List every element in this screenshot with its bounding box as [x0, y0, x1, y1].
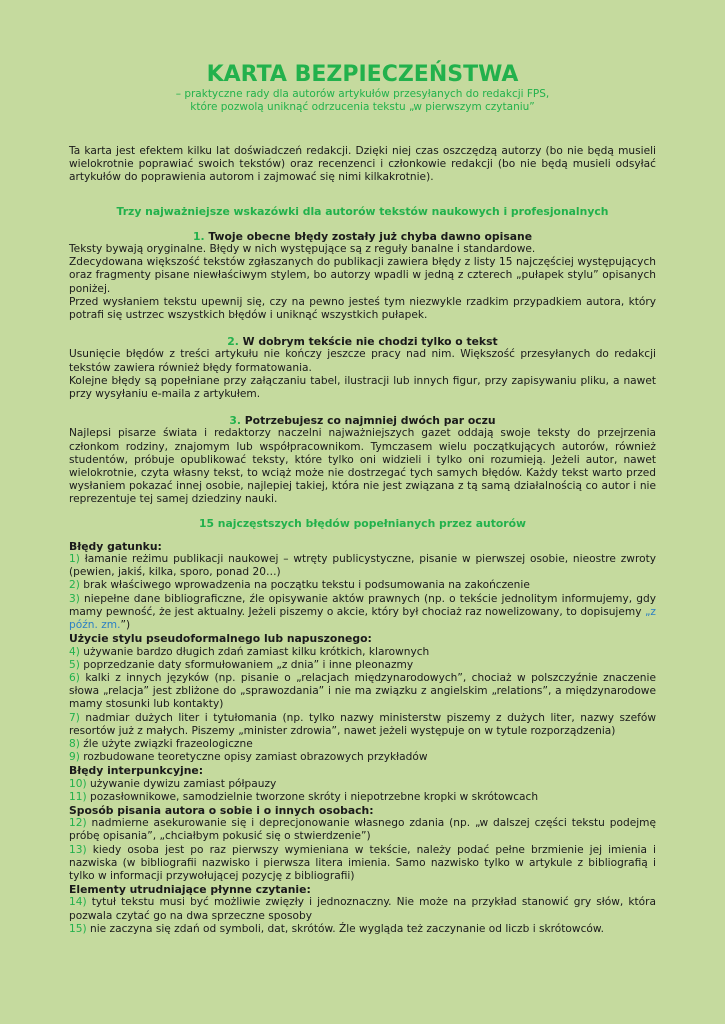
errors-list — [69, 540, 656, 936]
error-text: łamanie reżimu publikacji naukowej – wtręty publicystyczne, pisanie w pierwszej osobie, nieostre zwroty (pewien, jakiś, kilka, sporo, ponad 20…) — [69, 553, 656, 579]
error-text: nadmierne asekurowanie się i deprecjonowanie własnego zdania (np. „w dalszej części tekstu podejmę próbę opisania”, „chciałbym pokusić się o stwierdzenie”) — [69, 817, 656, 843]
error-item — [69, 896, 656, 922]
error-number: 7) — [69, 711, 80, 724]
error-item — [69, 738, 656, 751]
error-text: pozasłownikowe, samodzielnie tworzone skróty i niepotrzebne kropki w skrótowcach — [86, 790, 539, 803]
error-item — [69, 553, 656, 579]
errors-heading: 15 najczęstszych błędów popełnianych przez autorów — [198, 516, 526, 530]
error-text: źle użyte związki frazeologiczne — [79, 737, 253, 750]
tip-1-paragraph: Teksty bywają oryginalne. Błędy w nich występujące są z reguły banalne i standardowe. — [69, 243, 536, 256]
error-category-heading: Elementy utrudniające płynne czytanie: — [69, 883, 311, 897]
error-text: rozbudowane teoretyczne opisy zamiast obrazowych przykładów — [79, 751, 428, 764]
error-item — [69, 672, 656, 712]
tip-3-paragraph: Najlepsi pisarze świata i redaktorzy naczelni najważniejszych gazet oddają swoje teksty do przejrzenia członkom rodziny, znajomym lub współpracownikom. Tymczasem wielu początkujących autorów, również studentów, próbuje opublikować teksty, które tylko oni widzieli i tylko oni rozumieją. Jeżeli autor, nawet wielokrotnie, czyta własny tekst, to wciąż może nie dostrzegać tych samych błędów. Każdy tekst warto przed wysłaniem pokazać innej osobie, najlepiej takiej, która nie jest związana z tą samą działalnością co autor i nie reprezentuje tej samej dziedziny nauki. — [69, 427, 656, 506]
error-number: 8) — [69, 737, 80, 750]
tip-2-paragraph: Kolejne błędy są popełniane przy załączaniu tabel, ilustracji lub innych figur, przy zapisywaniu pliku, a nawet przy wysyłaniu e-maila z artykułem. — [69, 374, 656, 401]
tip-2-paragraph: Usunięcie błędów z treści artykułu nie kończy jeszcze pracy nad nim. Większość przesyłanych do redakcji tekstów zawiera również błędy formatowania. — [69, 348, 656, 374]
error-number: 13) — [69, 843, 87, 856]
tip-1-number: 1. — [192, 229, 205, 243]
error-quote: „z późn. zm. — [69, 605, 656, 632]
error-item — [69, 844, 656, 884]
error-item — [69, 751, 656, 764]
error-item — [69, 923, 656, 936]
document-subtitle-line-1: – praktyczne rady dla autorów artykułów przesyłanych do redakcji FPS, — [175, 88, 550, 100]
tip-3-number: 3. — [229, 414, 241, 428]
error-category-heading: Sposób pisania autora o sobie i o innych osobach: — [69, 803, 374, 817]
error-number: 3) — [69, 592, 80, 605]
tip-2-number: 2. — [227, 335, 239, 349]
error-number: 1) — [69, 553, 80, 566]
error-category-heading: Błędy gatunku: — [69, 539, 162, 553]
document-subtitle-line-2: które pozwolą uniknąć odrzucenia tekstu „w pierwszym czytaniu” — [190, 101, 535, 113]
error-text: używanie dywizu zamiast półpauzy — [86, 777, 277, 790]
error-item — [69, 659, 656, 672]
error-item — [69, 778, 656, 791]
tip-1-title: Twoje obecne błędy zostały już chyba dawno opisane — [208, 229, 533, 243]
error-number: 14) — [69, 896, 87, 909]
error-text: brak właściwego wprowadzenia na początku tekstu i podsumowania na zakończenie — [79, 579, 530, 592]
tip-3-title: Potrzebujesz co najmniej dwóch par oczu — [244, 414, 496, 428]
error-item — [69, 579, 656, 592]
error-category-heading: Błędy interpunkcyjne: — [69, 764, 204, 778]
error-text: kiedy osoba jest po raz pierwszy wymieniana w tekście, należy podać pełne brzmienie jej imienia i nazwiska (w bibliografii nazwisko i pierwsza litera imienia. Samo nazwisko tylko w artykule z bibliografią i tylko w informacji przywołującej pozycję z bibliografii) — [69, 843, 656, 882]
tip-3-heading — [69, 414, 656, 427]
error-number: 5) — [69, 658, 80, 671]
error-number: 2) — [69, 579, 80, 592]
tip-2-heading — [69, 335, 656, 348]
error-number: 15) — [69, 922, 87, 935]
error-item — [69, 817, 656, 843]
error-text: niepełne dane bibliograficzne, źle opisywanie aktów prawnych (np. o tekście jednolitym informujemy, gdy mamy pewność, że jest aktualny. Jeżeli piszemy o akcie, który był chociaż raz nowelizowany, to dopisujemy — [69, 592, 656, 618]
error-text: kalki z innych języków (np. pisanie o „relacjach międzynarodowych”, chociaż w polszczyźnie znaczenie słowa „relacja” jest zbliżone do „sprawozdania” i nie ma związku z angielskim „relations”, a międzynarodowe mamy stosunki lub kontakty) — [69, 671, 656, 711]
error-item — [69, 593, 656, 633]
error-number: 11) — [69, 790, 87, 803]
error-text: tytuł tekstu musi być możliwie zwięzły i jednoznaczny. Nie może na przykład stanowić gry słów, która pozwala czytać go na dwa sprzeczne sposoby — [69, 896, 656, 922]
error-text: używanie bardzo długich zdań zamiast kilku krótkich, klarownych — [79, 645, 430, 658]
document-title: KARTA BEZPIECZEŃSTWA — [206, 62, 519, 87]
intro-paragraph: Ta karta jest efektem kilku lat doświadczeń redakcji. Dzięki niej czas oszczędzą autorzy (bo nie będą musieli wielokrotnie poprawiać swoich tekstów) oraz recenzenci i członkowie redakcji (bo nie będą musieli odsyłać artykułów do poprawienia autorom i zajmować się nimi kilkakrotnie). — [69, 145, 656, 184]
error-item — [69, 791, 656, 804]
error-number: 4) — [69, 645, 80, 658]
error-number: 10) — [69, 777, 87, 790]
tip-1-heading — [69, 230, 656, 243]
error-number: 6) — [69, 671, 80, 684]
error-number: 9) — [69, 751, 80, 764]
error-text: poprzedzanie daty sformułowaniem „z dnia” i inne pleonazmy — [79, 658, 414, 671]
error-text: nadmiar dużych liter i tytułomania (np. tylko nazwy ministerstw piszemy z dużych liter, nazwy szefów resortów już z małych. Piszemy „minister zdrowia”, nawet jeżeli występuje on w tytule rozporządzenia) — [69, 711, 656, 737]
error-item — [69, 646, 656, 659]
error-number: 12) — [69, 817, 87, 830]
main-tips-heading: Trzy najważniejsze wskazówki dla autorów tekstów naukowych i profesjonalnych — [116, 204, 609, 218]
error-text-end: ”) — [120, 619, 131, 632]
error-text: nie zaczyna się zdań od symboli, dat, skrótów. Źle wygląda też zaczynanie od liczb i skrótowców. — [86, 922, 604, 935]
tip-1-paragraph: Zdecydowana większość tekstów zgłaszanych do publikacji zawiera błędy z listy 15 najczęściej występujących oraz fragmenty pisane niewłaściwym stylem, bo autorzy wpadli w jedną z czterech „pułapek stylu” opisanych poniżej. — [69, 256, 656, 295]
tip-1-paragraph: Przed wysłaniem tekstu upewnij się, czy na pewno jesteś tym niezwykle rzadkim przypadkiem autora, który potrafi się ustrzec wszystkich błędów i uniknąć wszystkich pułapek. — [69, 295, 656, 322]
error-category-heading: Użycie stylu pseudoformalnego lub napuszonego: — [69, 632, 372, 646]
tip-2-title: W dobrym tekście nie chodzi tylko o tekst — [242, 335, 498, 349]
error-item — [69, 712, 656, 738]
